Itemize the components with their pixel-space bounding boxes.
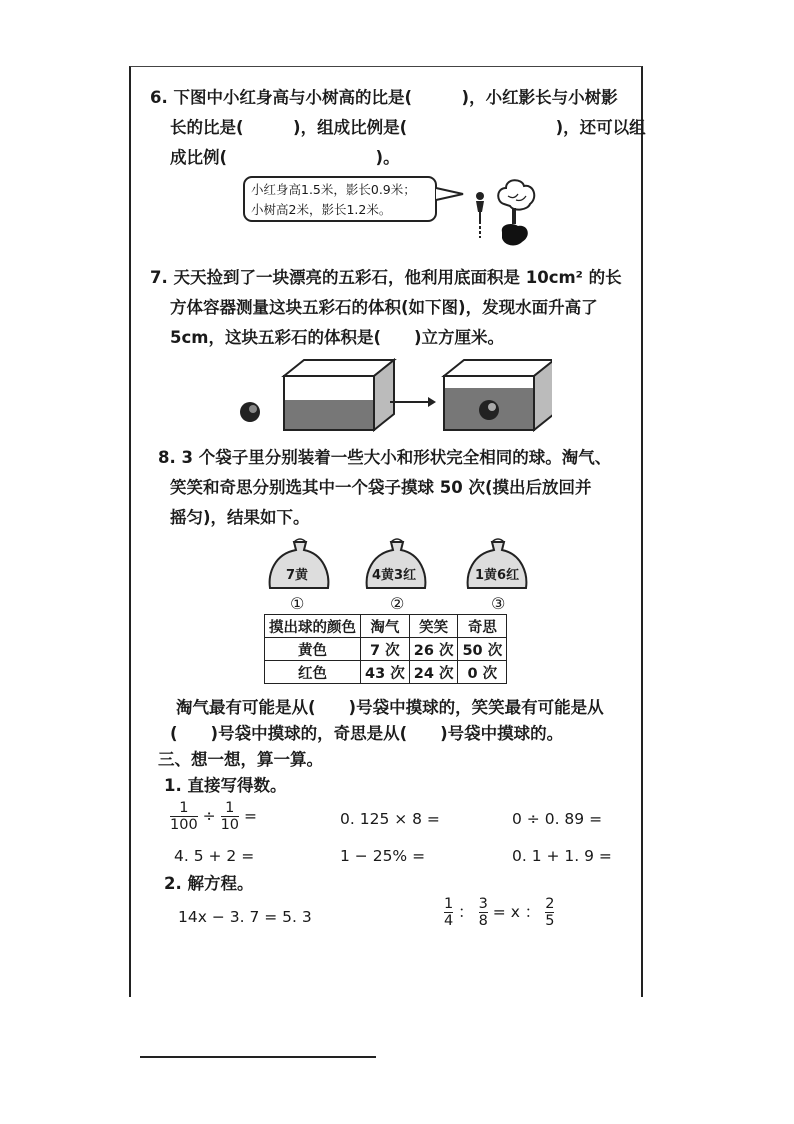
table-cell: 黄色 — [265, 638, 361, 661]
table-cell: 26 次 — [409, 638, 458, 661]
container-illustration — [232, 352, 552, 438]
table-cell: 0 次 — [458, 661, 507, 684]
q7-line3: 5cm，这块五彩石的体积是( )立方厘米。 — [170, 328, 505, 347]
calc-item-4: 4. 5 + 2 = — [174, 847, 255, 865]
table-cell: 7 次 — [361, 638, 410, 661]
numerator: 2 — [545, 896, 555, 912]
denominator: 5 — [545, 913, 555, 929]
fraction-1-100 — [170, 800, 198, 833]
equals-sign: = — [243, 807, 257, 825]
equation-1: 14x − 3. 7 = 5. 3 — [178, 908, 312, 926]
table-cell: 红色 — [265, 661, 361, 684]
fraction-2-5 — [545, 896, 554, 929]
q6-line3: 成比例( )。 — [170, 148, 400, 167]
calc-item-5: 1 − 25% = — [340, 847, 426, 865]
ratio-colon: ： — [458, 903, 474, 921]
denominator: 8 — [478, 913, 488, 929]
q7-line2: 方体容器测量这块五彩石的体积(如下图)，发现水面升高了 — [170, 298, 598, 317]
calc-item-2: 0. 125 × 8 = — [340, 810, 440, 828]
table-header: 奇思 — [458, 615, 507, 638]
q8-answer-line2: ( )号袋中摸球的，奇思是从( )号袋中摸球的。 — [170, 724, 564, 743]
denominator: 4 — [444, 913, 454, 929]
callout-line1: 小红身高1.5米，影长0.9米； — [251, 182, 416, 197]
calc-item-6: 0. 1 + 1. 9 = — [512, 847, 612, 865]
q7-line1: 7. 天天捡到了一块漂亮的五彩石，他利用底面积是 10cm² 的长 — [150, 268, 622, 287]
bag-2-number: ② — [390, 594, 405, 613]
table-row — [265, 638, 507, 661]
q6-line2: 长的比是( )，组成比例是( )，还可以组 — [170, 118, 646, 137]
calc-item-fraction-division — [170, 800, 257, 833]
bag-1-label: 7黄 — [286, 568, 309, 583]
table-header: 淘气 — [361, 615, 410, 638]
calc-item-3: 0 ÷ 0. 89 = — [512, 810, 603, 828]
denominator: 10 — [220, 817, 240, 833]
q8-line2: 笑笑和奇思分别选其中一个袋子摸球 50 次(摸出后放回并 — [170, 478, 592, 497]
fraction-3-8 — [479, 896, 488, 929]
table-cell: 24 次 — [409, 661, 458, 684]
equals-x-colon: = x ： — [492, 903, 541, 921]
table-cell: 43 次 — [361, 661, 410, 684]
numerator: 1 — [179, 800, 189, 816]
numerator: 3 — [478, 896, 488, 912]
table-header-row — [265, 615, 507, 638]
results-table — [264, 614, 507, 684]
fraction-1-10 — [221, 800, 239, 833]
q8-answer-line1: 淘气最有可能是从( )号袋中摸球的，笑笑最有可能是从 — [176, 698, 604, 717]
table-cell: 50 次 — [458, 638, 507, 661]
bag-1-number: ① — [290, 594, 305, 613]
numerator: 1 — [444, 896, 454, 912]
girl-and-tree-illustration — [466, 174, 540, 254]
q8-line1: 8. 3 个袋子里分别装着一些大小和形状完全相同的球。淘气、 — [158, 448, 612, 467]
bag-3-number: ③ — [491, 594, 506, 613]
equation-2 — [444, 896, 554, 929]
section3-title: 三、想一想，算一算。 — [158, 750, 323, 769]
table-header: 笑笑 — [409, 615, 458, 638]
q8-line3: 摇匀)，结果如下。 — [170, 508, 310, 527]
q6-line1: 6. 下图中小红身高与小树高的比是( )，小红影长与小树影 — [150, 88, 618, 107]
q6-speech-bubble — [243, 176, 437, 222]
table-row — [265, 661, 507, 684]
numerator: 1 — [225, 800, 235, 816]
section3-sub2: 2. 解方程。 — [164, 874, 254, 893]
denominator: 100 — [170, 817, 198, 833]
operator: ÷ — [202, 807, 216, 825]
table-header: 摸出球的颜色 — [265, 615, 361, 638]
bag-2-label: 4黄3红 — [372, 568, 417, 583]
fraction-1-4 — [444, 896, 453, 929]
bag-3-label: 1黄6红 — [475, 568, 520, 583]
section3-sub1: 1. 直接写得数。 — [164, 776, 287, 795]
bottom-rule — [140, 1056, 376, 1058]
callout-line2: 小树高2米，影长1.2米。 — [251, 202, 392, 217]
